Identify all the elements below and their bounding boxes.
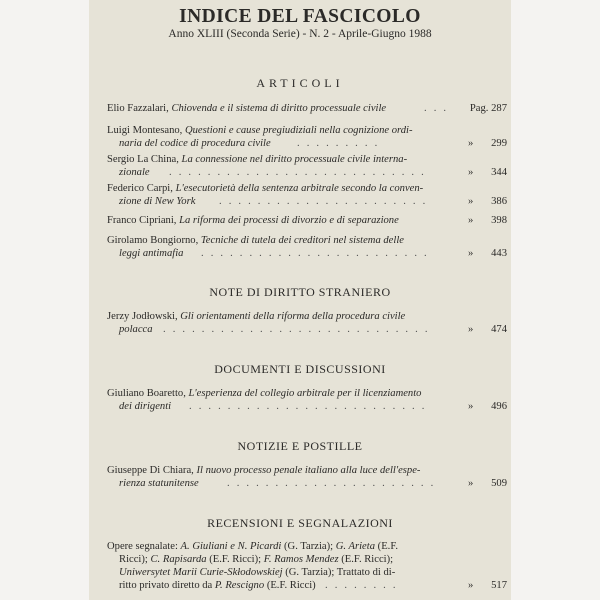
entry-line — [107, 541, 398, 552]
entry-line — [107, 465, 420, 476]
entry-title-cont: rienza statunitense — [119, 478, 199, 489]
reviewer: (G. Tarzia); Trattato di di- — [285, 567, 396, 578]
page-number: 386 — [491, 196, 507, 207]
entry-line-cont — [119, 401, 171, 412]
leader-dots: . . . . . . . . . . . . . . . . . . . . . . . . . — [189, 401, 427, 412]
ditto-mark: » — [468, 167, 474, 178]
work-title: F. Ramos Mendez — [263, 554, 339, 565]
entry-author: Franco Cipriani, — [107, 215, 177, 226]
index-page — [89, 0, 511, 600]
entry-title-cont: naria del codice di procedura civile — [119, 138, 271, 149]
reviewer: Ricci); — [119, 554, 148, 565]
entry-line — [107, 388, 421, 399]
reviewer: (E.F. — [377, 541, 399, 552]
entry-line — [107, 311, 405, 322]
entry-title-cont: zionale — [119, 167, 150, 178]
entry-title: La connessione nel diritto processuale civile interna- — [181, 154, 408, 165]
entry-author: Girolamo Bongiorno, — [107, 235, 199, 246]
section-note: NOTE DI DIRITTO STRANIERO — [209, 285, 391, 299]
ditto-mark: » — [468, 580, 474, 591]
page-number: 496 — [491, 401, 507, 412]
leader-dots: . . . . . . . . . — [297, 138, 380, 149]
work-title: G. Arieta — [335, 541, 376, 552]
leader-dots: . . . — [424, 103, 449, 114]
leader-dots: . . . . . . . . . . . . . . . . . . . . . . — [227, 478, 436, 489]
entry-author: Luigi Montesano, — [107, 125, 183, 136]
entry-line-cont — [119, 248, 183, 259]
entry-line — [107, 215, 399, 226]
ditto-mark: » — [468, 401, 474, 412]
issue-subtitle: Anno XLIII (Seconda Serie) - N. 2 - Aprile-Giugno 1988 — [168, 28, 432, 40]
page-number: 517 — [491, 580, 507, 591]
leader-dots: . . . . . . . . . . . . . . . . . . . . . . . . — [201, 248, 429, 259]
entry-line-cont — [119, 138, 271, 149]
ditto-mark: » — [468, 248, 474, 259]
entry-author: Federico Carpi, — [107, 183, 173, 194]
entry-title: Tecniche di tutela dei creditori nel sistema delle — [200, 235, 404, 246]
reviewer: (E.F. Ricci); — [209, 554, 262, 565]
entry-line-cont — [119, 567, 395, 578]
page-prefix: Pag. — [469, 103, 489, 114]
page-number: 299 — [491, 138, 507, 149]
entry-title: L'esperienza del collegio arbitrale per il licenziamento — [188, 388, 422, 399]
page-number: 474 — [491, 324, 507, 335]
entry-title: Chiovenda e il sistema di diritto processuale civile — [171, 103, 387, 114]
entry-author: Sergio La China, — [107, 154, 179, 165]
entry-title: Il nuovo processo penale italiano alla luce dell'espe- — [196, 465, 421, 476]
page-number: 443 — [491, 248, 507, 259]
entry-title-cont: zione di New York — [119, 196, 196, 207]
entry-text: ritto privato diretto da — [119, 580, 213, 591]
entry-author: Giuseppe Di Chiara, — [107, 465, 194, 476]
section-articoli: ARTICOLI — [256, 76, 344, 90]
work-title: P. Rescigno — [214, 580, 265, 591]
leader-dots: . . . . . . . . — [325, 580, 398, 591]
page-title: INDICE DEL FASCICOLO — [179, 6, 421, 27]
ditto-mark: » — [468, 138, 474, 149]
entry-line-cont — [119, 196, 195, 207]
entry-title: Questioni e cause pregiudiziali nella cognizione ordi- — [184, 125, 413, 136]
entry-lead: Opere segnalate: — [107, 541, 178, 552]
entry-line-cont — [119, 167, 150, 178]
entry-title: L'esecutorietà della sentenza arbitrale secondo la conven- — [175, 183, 424, 194]
ditto-mark: » — [468, 324, 474, 335]
leader-dots: . . . . . . . . . . . . . . . . . . . . . . . . . . . — [169, 167, 426, 178]
entry-title-cont: polacca — [119, 324, 153, 335]
entry-line — [107, 125, 413, 136]
leader-dots: . . . . . . . . . . . . . . . . . . . . . . — [219, 196, 428, 207]
page-number: 344 — [491, 167, 507, 178]
entry-line — [107, 154, 407, 165]
entry-author: Jerzy Jodłowski, — [107, 311, 178, 322]
ditto-mark: » — [468, 215, 474, 226]
section-recensioni: RECENSIONI E SEGNALAZIONI — [207, 516, 393, 530]
entry-title-cont: leggi antimafia — [119, 248, 184, 259]
entry-title: La riforma dei processi di divorzio e di separazione — [179, 215, 399, 226]
ditto-mark: » — [468, 478, 474, 489]
entry-line-cont — [119, 580, 316, 591]
entry-title-cont: dei dirigenti — [119, 401, 172, 412]
work-title: Uniwersytet Marii Curie-Skłodowskiej — [119, 567, 283, 578]
reviewer: (G. Tarzia); — [284, 541, 334, 552]
work-title: C. Rapisarda — [150, 554, 207, 565]
entry-line — [107, 183, 423, 194]
entry-line-cont — [119, 324, 153, 335]
page-number: 287 — [491, 103, 507, 114]
entry-title: Gli orientamenti della riforma della procedura civile — [180, 311, 406, 322]
ditto-mark: » — [468, 196, 474, 207]
reviewer: (E.F. Ricci); — [341, 554, 394, 565]
entry-author: Giuliano Boaretto, — [107, 388, 186, 399]
page-number: 398 — [491, 215, 507, 226]
entry-line — [107, 235, 404, 246]
entry-author: Elio Fazzalari, — [107, 103, 169, 114]
work-title: A. Giuliani e N. Picardi — [180, 541, 282, 552]
leader-dots: . . . . . . . . . . . . . . . . . . . . . . . . . . . . — [163, 324, 430, 335]
section-documenti: DOCUMENTI E DISCUSSIONI — [214, 362, 386, 376]
section-notizie: NOTIZIE E POSTILLE — [237, 439, 363, 453]
entry-line — [107, 103, 386, 114]
page-number: 509 — [491, 478, 507, 489]
entry-line-cont — [119, 554, 393, 565]
entry-line-cont — [119, 478, 199, 489]
entry-page — [470, 103, 507, 114]
reviewer: (E.F. Ricci) — [266, 580, 316, 591]
